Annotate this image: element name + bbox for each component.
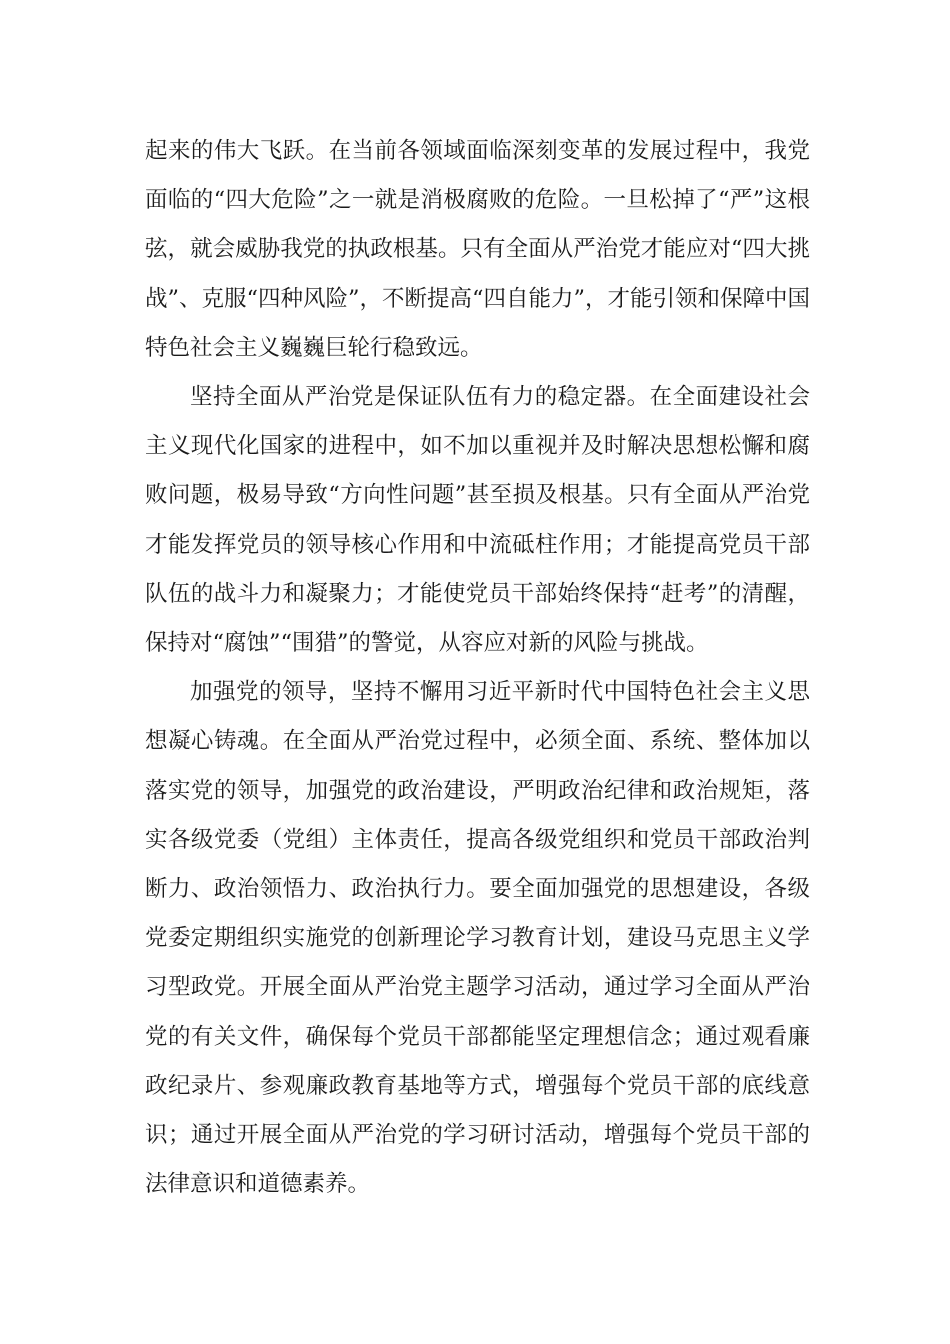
paragraph-continuation: 起来的伟大飞跃。在当前各领域面临深刻变革的发展过程中，我党面临的“四大危险”之一就是消极腐败的危险。一旦松掉了“严”这根弦，就会威胁我党的执政根基。只有全面从严治党才能应对“四大挑战”、克服“四种风险”，不断提高“四自能力”，才能引领和保障中国特色社会主义巍巍巨轮行稳致远。 bbox=[145, 138, 811, 361]
paragraph-stabilizer: 坚持全面从严治党是保证队伍有力的稳定器。在全面建设社会主义现代化国家的进程中，如不加以重视并及时解决思想松懈和腐败问题，极易导致“方向性问题”甚至损及根基。只有全面从严治党才能发挥党员的领导核心作用和中流砥柱作用；才能提高党员干部队伍的战斗力和凝聚力；才能使党员干部始终保持“赶考”的清醒，保持对“腐蚀”“围猎”的警觉，从容应对新的风险与挑战。 bbox=[145, 384, 810, 657]
paragraph-party-leadership: 加强党的领导，坚持不懈用习近平新时代中国特色社会主义思想凝心铸魂。在全面从严治党过程中，必须全面、系统、整体加以落实党的领导，加强党的政治建设，严明政治纪律和政治规矩，落实各级党委（党组）主体责任，提高各级党组织和党员干部政治判断力、政治领悟力、政治执行力。要全面加强党的思想建设，各级党委定期组织实施党的创新理论学习教育计划，建设马克思主义学习型政党。开展全面从严治党主题学习活动，通过学习全面从严治党的有关文件，确保每个党员干部都能坚定理想信念；通过观看廉政纪录片、参观廉政教育基地等方式，增强每个党员干部的底线意识；通过开展全面从严治党的学习研讨活动，增强每个党员干部的法律意识和道德素养。 bbox=[145, 679, 810, 1198]
document-body bbox=[145, 127, 810, 1209]
